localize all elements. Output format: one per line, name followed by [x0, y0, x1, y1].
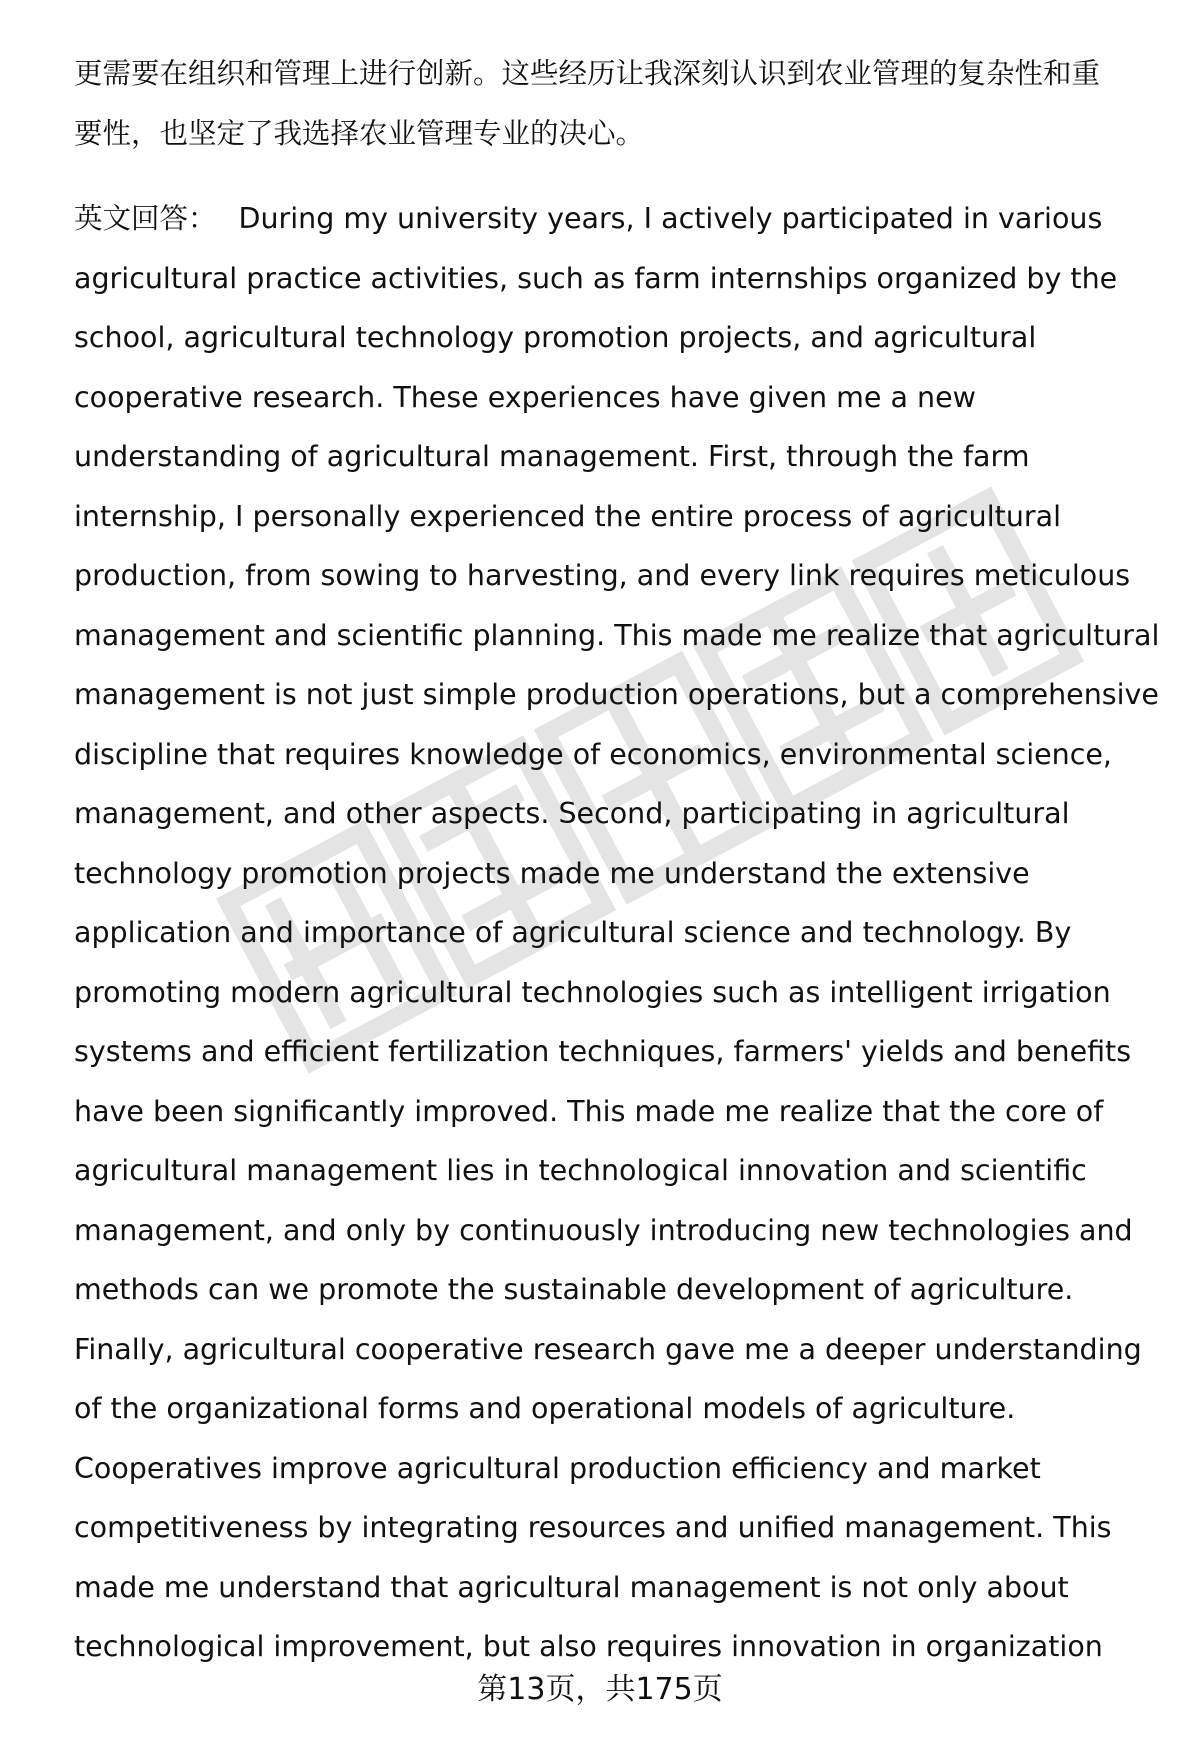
answer-label: 英文回答： — [74, 202, 217, 235]
text-line: systems and efficient fertilization techniques, farmers' yields and benefits — [74, 1035, 1132, 1068]
text-line: have been significantly improved. This made me realize that the core of — [74, 1094, 1104, 1128]
text-line: management and scientific planning. This made me realize that agricultural — [74, 618, 1160, 652]
text-line: discipline that requires knowledge of economics, environmental science, — [74, 737, 1112, 771]
text-line: management, and only by continuously introducing new technologies and — [74, 1213, 1133, 1247]
text-line: agricultural management lies in technological innovation and scientific — [74, 1154, 1087, 1187]
text-line: of the organizational forms and operational models of agriculture. — [74, 1392, 1016, 1425]
chinese-paragraph — [74, 44, 1164, 163]
text-line: cooperative research. These experiences have given me a new — [74, 380, 976, 414]
text-line: school, agricultural technology promotion projects, and agricultural — [74, 321, 1037, 354]
english-answer-paragraph — [74, 189, 1164, 1677]
answer-first-line: During my university years, I actively participated in various — [238, 202, 1103, 235]
text-line: technological improvement, but also requires innovation in organization — [74, 1630, 1103, 1663]
text-line: understanding of agricultural management. First, through the farm — [74, 440, 1030, 473]
text-line — [74, 189, 1164, 249]
text-line: methods can we promote the sustainable development of agriculture. — [74, 1273, 1074, 1306]
text-line: competitiveness by integrating resources and unified management. This — [74, 1511, 1112, 1544]
text-line: technology promotion projects made me understand the extensive — [74, 856, 1030, 890]
text-line: Finally, agricultural cooperative research gave me a deeper understanding — [74, 1332, 1142, 1366]
text-line: management, and other aspects. Second, participating in agricultural — [74, 797, 1070, 830]
text-line: Cooperatives improve agricultural production efficiency and market — [74, 1451, 1041, 1485]
page-number-footer: 第13页，共175页 — [477, 1672, 723, 1707]
text-line: promoting modern agricultural technologies such as intelligent irrigation — [74, 975, 1111, 1009]
text-line: 更需要在组织和管理上进行创新。这些经历让我深刻认识到农业管理的复杂性和重 — [74, 57, 1101, 90]
text-line: 要性，也坚定了我选择农业管理专业的决心。 — [74, 116, 645, 150]
text-line: made me understand that agricultural management is not only about — [74, 1570, 1069, 1604]
text-line: management is not just simple production operations, but a comprehensive — [74, 678, 1159, 711]
text-line: agricultural practice activities, such as farm internships organized by the — [74, 261, 1118, 295]
text-line: internship, I personally experienced the entire process of agricultural — [74, 499, 1061, 533]
text-line: production, from sowing to harvesting, and every link requires meticulous — [74, 559, 1131, 592]
document-body — [74, 44, 1164, 1677]
text-line: application and importance of agricultural science and technology. By — [74, 916, 1072, 949]
